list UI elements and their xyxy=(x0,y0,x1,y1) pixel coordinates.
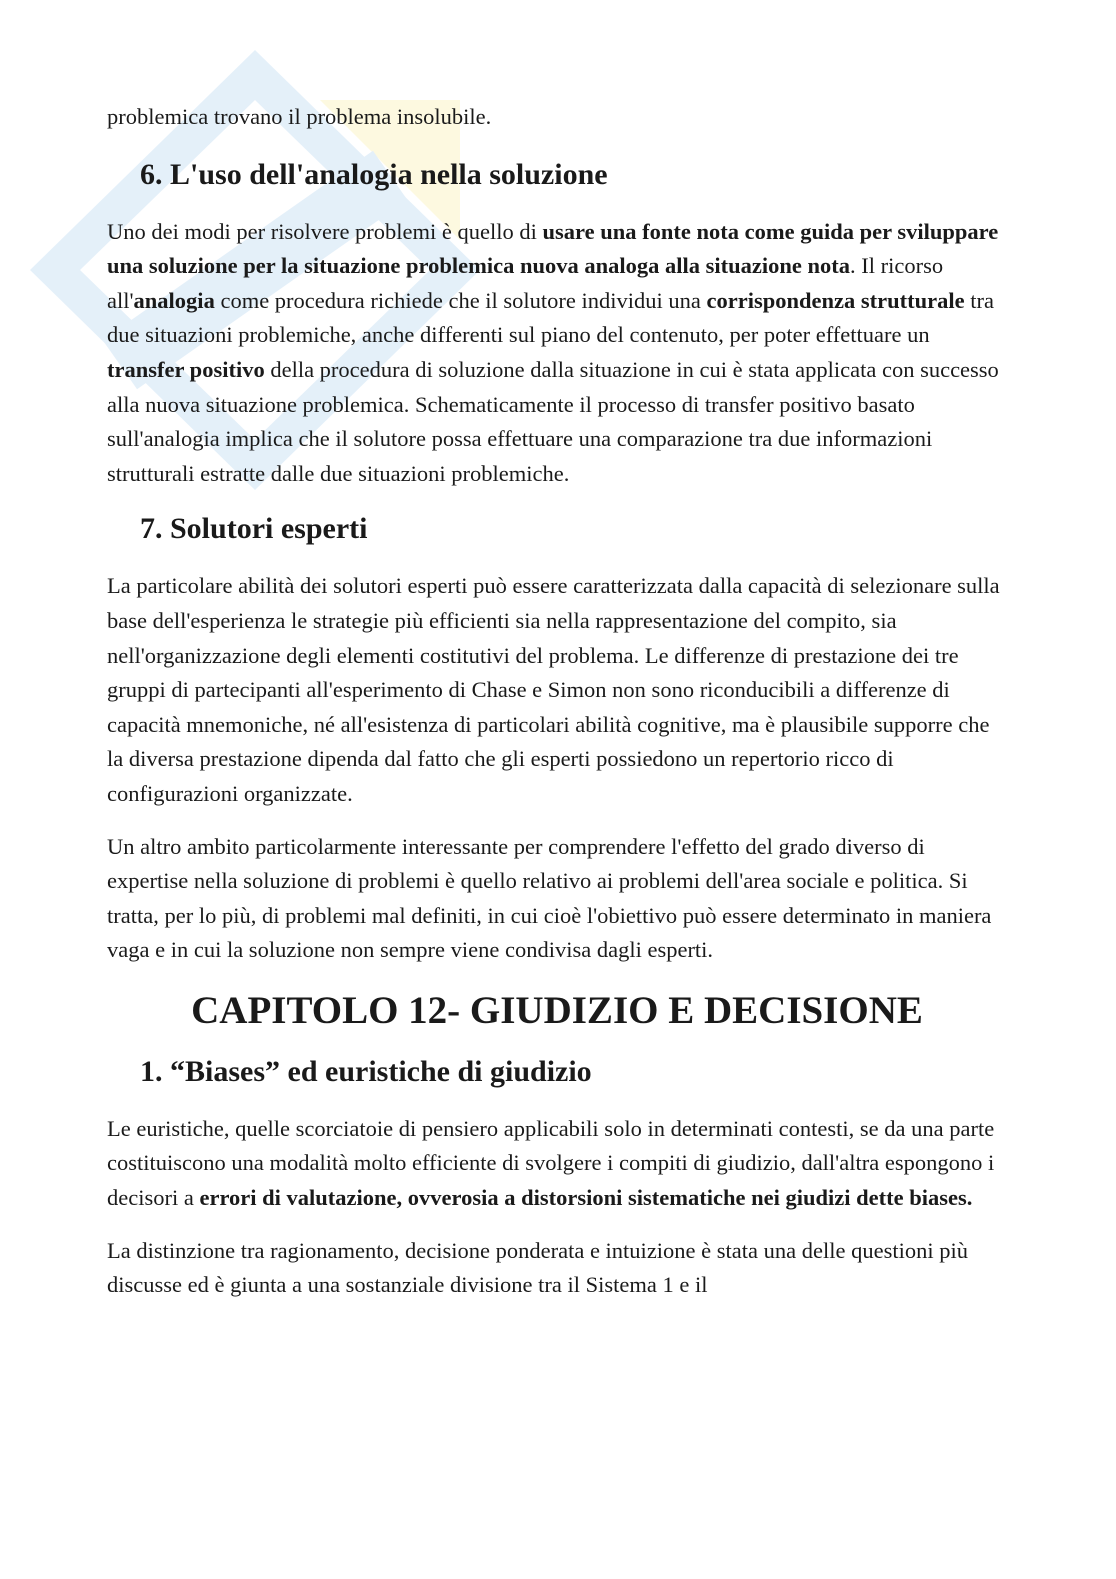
section-7-paragraph-2: Un altro ambito particolarmente interessante per comprendere l'effetto del grado diverso di expertise nella soluzione di problemi è quello relativo ai problemi dell'area sociale e politica. Si tratta, per lo più, di problemi mal definiti, in cui cioè l'obiettivo può essere determinato in maniera vaga e in cui la soluzione non sempre viene condivisa dagli esperti. xyxy=(107,833,992,963)
section-1-paragraph-1: Le euristiche, quelle scorciatoie di pensiero applicabili solo in determinati contesti, se da una parte costituiscono una modalità molto efficiente di svolgere i compiti di giudizio, dall'altra espongono i decisori a errori di valutazione, ovverosia a distorsioni sistematiche nei giudizi dette biases. xyxy=(107,1115,995,1211)
section-6-paragraph: Uno dei modi per risolvere problemi è quello di usare una fonte nota come guida per sviluppare una soluzione per la situazione problemica nuova analoga alla situazione nota. Il ricorso all'analogia come procedura richiede che il solutore individui una corrispondenza strutturale tra due situazioni problemiche, anche differenti sul piano del contenuto, per poter effettuare un transfer positivo della procedura di soluzione dalla situazione in cui è stata applicata con successo alla nuova situazione problemica. Schematicamente il processo di transfer positivo basato sull'analogia implica che il solutore possa effettuare una comparazione tra due informazioni strutturali estratte dalle due situazioni problemiche. xyxy=(107,218,999,486)
chapter-title: CAPITOLO 12- GIUDIZIO E DECISIONE xyxy=(191,988,923,1032)
section-1-heading: 1. “Biases” ed euristiche di giudizio xyxy=(140,1054,592,1088)
document-page xyxy=(107,100,1007,1321)
section-7-paragraph-1: La particolare abilità dei solutori esperti può essere caratterizzata dalla capacità di selezionare sulla base dell'esperienza le strategie più efficienti sia nella rappresentazione del compito, sia nell'organizzazione degli elementi costitutivi del problema. Le differenze di prestazione dei tre gruppi di partecipanti all'esperimento di Chase e Simon non sono riconducibili a differenze di capacità mnemoniche, né all'esistenza di particolari abilità cognitive, ma è plausibile supporre che la diversa prestazione dipenda dal fatto che gli esperti possiedono un repertorio ricco di configurazioni organizzate. xyxy=(107,573,1000,806)
section-6-heading: 6. L'uso dell'analogia nella soluzione xyxy=(140,157,608,191)
section-7-heading: 7. Solutori esperti xyxy=(140,512,368,546)
continuation-text: problemica trovano il problema insolubile. xyxy=(107,104,492,129)
section-1-paragraph-2: La distinzione tra ragionamento, decisione ponderata e intuizione è stata una delle questioni più discusse ed è giunta a una sostanziale divisione tra il Sistema 1 e il xyxy=(107,1237,968,1298)
